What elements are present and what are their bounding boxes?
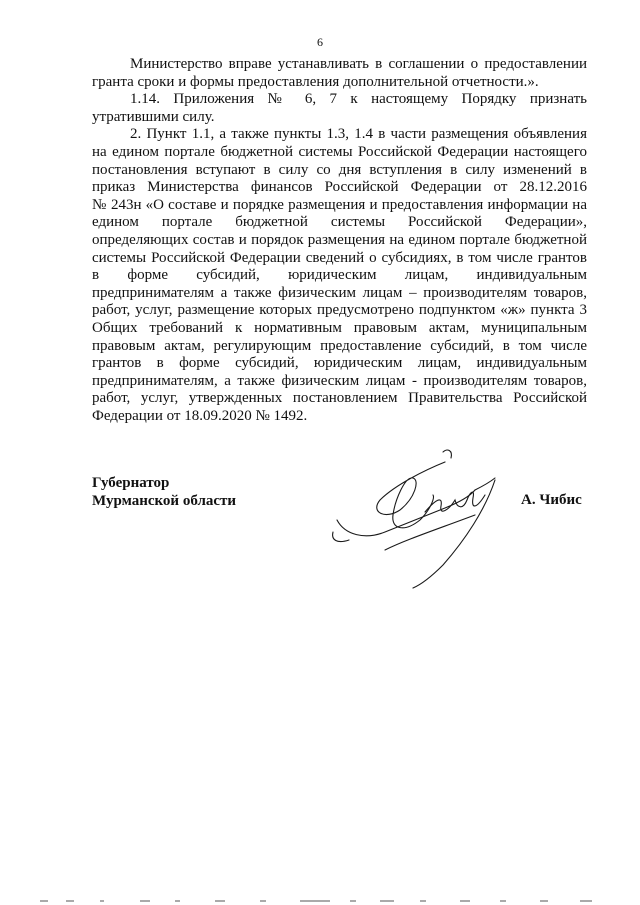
- page-number: 6: [317, 35, 323, 49]
- text-line: грантов в форме субсидий, юридическим лицам, индивидуальным: [92, 355, 587, 372]
- text-line: гранта сроки и формы предоставления дополнительной отчетности.».: [92, 73, 539, 90]
- text-line: правовым актам, регулирующим предоставление субсидий, в том числе: [92, 337, 587, 354]
- text-line: утратившими силу.: [92, 108, 215, 125]
- text-line: Федерации от 18.09.2020 № 1492.: [92, 407, 308, 424]
- text-line: в форме субсидий, юридическим лицам, индивидуальным: [92, 267, 587, 284]
- text-line: определяющих состав и порядок размещения на едином портале бюджетной: [92, 231, 587, 248]
- text-line: 1.14. Приложения № 6, 7 к настоящему Порядку признать: [130, 91, 587, 108]
- text-line: Министерство вправе устанавливать в соглашении о предоставлении: [130, 56, 587, 72]
- text-line: работ, услуг, утвержденных постановлением Правительства Российской: [92, 390, 587, 407]
- signer-name: А. Чибис: [521, 492, 582, 508]
- region-title: Мурманской области: [92, 493, 237, 509]
- signature-position: [92, 474, 236, 510]
- text-line: № 243н «О составе и порядке размещения и предоставления информации на: [92, 196, 587, 213]
- text-line: Общих требований к нормативным правовым актам, муниципальным: [92, 319, 587, 336]
- text-line: предпринимателям а также физическим лицам – производителям товаров,: [92, 284, 587, 301]
- text-line: 2. Пункт 1.1, а также пункты 1.3, 1.4 в части размещения объявления: [130, 126, 587, 143]
- position-title: Губернатор: [92, 475, 170, 491]
- text-line: предпринимателям, а также физическим лицам - производителям товаров,: [92, 372, 587, 389]
- text-line: системы Российской Федерации сведений о субсидиях, в том числе грантов: [92, 249, 587, 266]
- body-text: [92, 56, 587, 425]
- text-line: на едином портале бюджетной системы Российской Федерации настоящего: [92, 143, 587, 160]
- scan-edge-marks: [0, 895, 640, 905]
- text-line: работ, услуг, размещение которых предусмотрено подпунктом «ж» пункта 3: [92, 302, 587, 319]
- text-line: приказ Министерства финансов Российской Федерации от 28.12.2016: [92, 179, 587, 196]
- handwritten-signature: [325, 440, 525, 590]
- text-line: постановления вступают в силу со дня вступления в силу изменений в: [92, 161, 587, 178]
- text-line: едином портале бюджетной системы Российской Федерации»,: [92, 214, 587, 231]
